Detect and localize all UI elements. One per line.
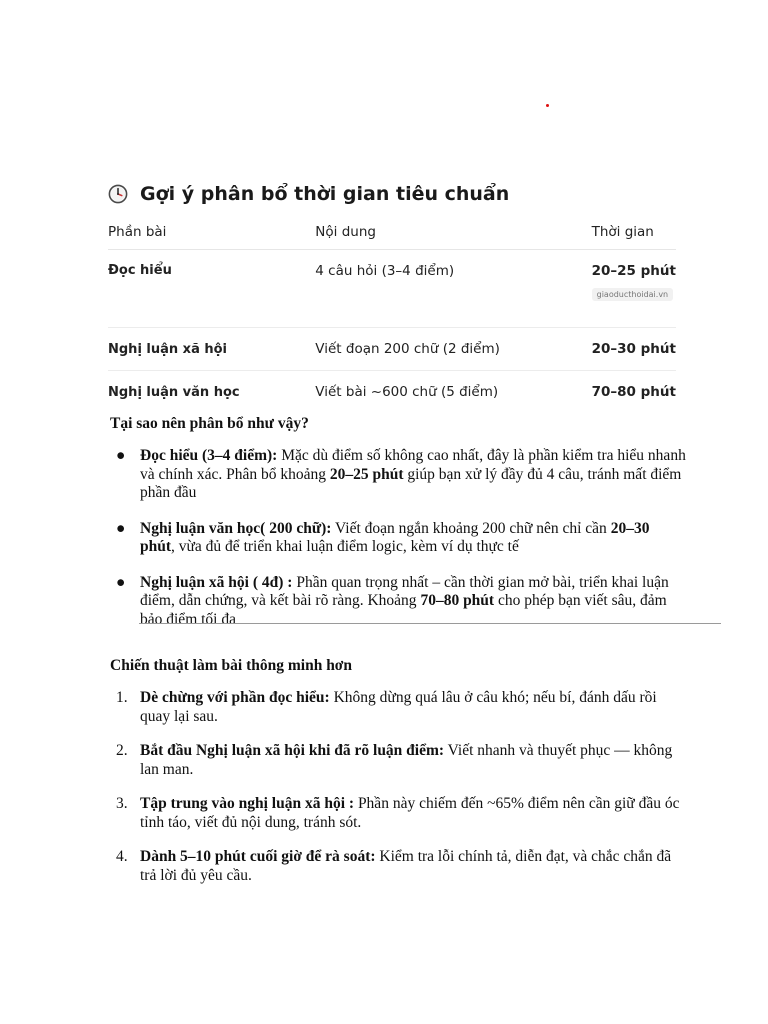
item-lead: Tập trung vào nghị luận xã hội : (140, 795, 355, 812)
header-part: Phần bài (108, 215, 315, 250)
list-item (108, 574, 688, 630)
item-highlight: 20–30 phút (140, 519, 650, 555)
item-number: 4. (116, 848, 128, 865)
bullet-icon: ● (116, 519, 126, 537)
list-item (108, 795, 688, 832)
table-row (108, 371, 676, 414)
row-time: 20–30 phút (592, 328, 676, 371)
list-item (108, 447, 688, 503)
reasons-list (108, 447, 688, 646)
item-text: Viết nhanh và thuyết phục — không lan man. (140, 742, 673, 778)
item-text: giúp bạn xử lý đầy đủ 4 câu, tránh mất điểm phần đầu (140, 465, 682, 501)
tips-list (108, 689, 688, 901)
header-content: Nội dung (315, 215, 591, 250)
table-row (108, 328, 676, 371)
item-text: cho phép bạn viết sâu, đảm bảo điểm tối đa (140, 592, 667, 628)
section-heading-text: Gợi ý phân bổ thời gian tiêu chuẩn (140, 183, 510, 205)
item-text: Không dừng quá lâu ở câu khó; nếu bí, đánh dấu rồi quay lại sau. (140, 689, 657, 725)
item-text: Phần quan trọng nhất – cần thời gian mở bài, triển khai luận điểm, dẫn chứng, và kết bài rõ ràng. Khoảng (140, 573, 669, 609)
list-item (108, 848, 688, 885)
red-dot-mark (546, 104, 549, 107)
item-number: 2. (116, 742, 128, 759)
tips-section-title: Chiến thuật làm bài thông minh hơn (110, 657, 353, 674)
item-lead: Nghị luận văn học( 200 chữ): (140, 519, 332, 537)
section-divider (139, 623, 721, 624)
source-watermark: giaoducthoidai.vn (592, 288, 674, 301)
time-allocation-table (108, 215, 676, 413)
item-lead: Nghị luận xã hội ( 4đ) : (140, 573, 293, 591)
row-part: Nghị luận xã hội (108, 328, 315, 371)
row-content: 4 câu hỏi (3–4 điểm) (315, 250, 591, 328)
why-section-title: Tại sao nên phân bổ như vậy? (110, 415, 309, 432)
row-part: Đọc hiểu (108, 250, 315, 328)
section-heading (108, 178, 676, 210)
item-number: 3. (116, 795, 128, 812)
item-text: Mặc dù điểm số không cao nhất, đây là phần kiểm tra hiểu nhanh và chính xác. Phân bổ khoảng (140, 447, 686, 483)
item-highlight: 20–25 phút (329, 465, 404, 483)
clock-icon (108, 184, 128, 204)
bullet-icon: ● (116, 447, 126, 464)
item-lead: Dè chừng với phần đọc hiểu: (140, 689, 330, 706)
item-text: Viết đoạn ngắn khoảng 200 chữ nên chỉ cần (331, 519, 611, 537)
item-lead: Dành 5–10 phút cuối giờ để rà soát: (140, 848, 376, 865)
row-part: Nghị luận văn học (108, 384, 240, 400)
item-lead: Đọc hiểu (3–4 điểm): (140, 447, 278, 464)
item-text: Phần này chiếm đến ~65% điểm nên cần giữ đầu óc tỉnh táo, viết đủ nội dung, tránh sót. (140, 795, 680, 831)
table-header-row (108, 215, 676, 250)
item-lead: Bắt đầu Nghị luận xã hội khi đã rõ luận điểm: (140, 742, 445, 759)
row-time: 70–80 phút (591, 384, 676, 400)
list-item (108, 520, 688, 557)
row-content: Viết đoạn 200 chữ (2 điểm) (315, 328, 591, 371)
time-allocation-section (108, 178, 676, 413)
header-time: Thời gian (592, 215, 676, 250)
bullet-icon: ● (116, 573, 126, 591)
item-text: , vừa đủ để triển khai luận điểm logic, kèm ví dụ thực tế (171, 538, 519, 555)
table-row (108, 250, 676, 328)
item-number: 1. (116, 689, 128, 706)
row-time-cell (592, 250, 676, 328)
list-item (108, 689, 688, 726)
row-time: 20–25 phút (591, 263, 676, 279)
list-item (108, 742, 688, 779)
row-content: Viết bài ~600 chữ (5 điểm) (315, 384, 499, 400)
item-highlight: 70–80 phút (420, 592, 495, 609)
item-text: Kiểm tra lỗi chính tả, diễn đạt, và chắc chắn đã trả lời đủ yêu cầu. (140, 848, 672, 884)
